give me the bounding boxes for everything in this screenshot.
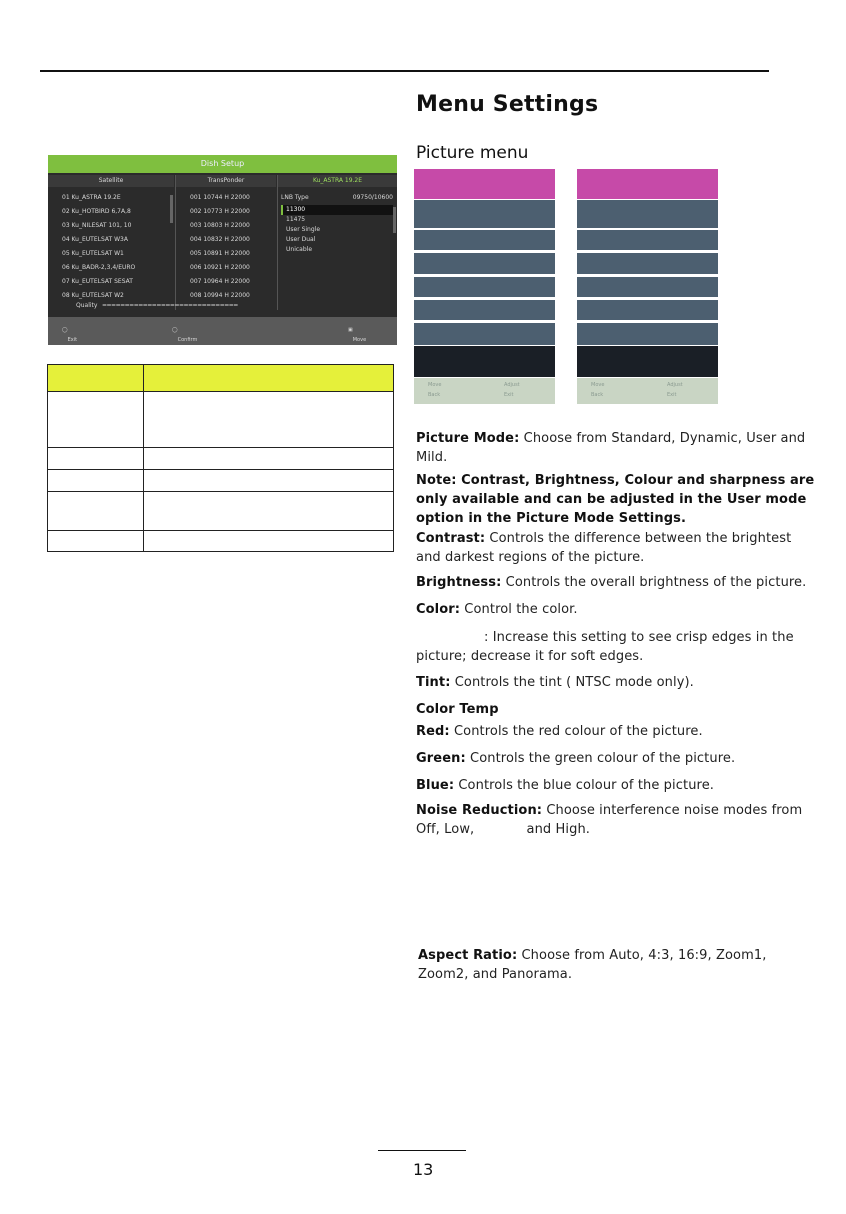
brightness-text: Controls the overall brightness of the picture. bbox=[501, 575, 807, 590]
lnb-type-label: LNB Type bbox=[281, 194, 309, 201]
menu-footer bbox=[414, 378, 555, 404]
menu-item[interactable] bbox=[577, 200, 718, 228]
noise-reduction-text-end: and High. bbox=[526, 822, 591, 837]
contrast-desc bbox=[416, 529, 816, 567]
menu-item[interactable] bbox=[577, 323, 718, 345]
column-divider bbox=[277, 175, 278, 310]
list-item[interactable]: 006 10921 H 22000 bbox=[190, 264, 250, 271]
list-item[interactable]: 06 Ku_BADR-2,3,4/EURO bbox=[62, 264, 136, 271]
list-item[interactable]: 007 10964 H 22000 bbox=[190, 278, 250, 285]
move-label: Move bbox=[352, 337, 367, 343]
list-item[interactable]: 01 Ku_ASTRA 19.2E bbox=[62, 194, 121, 201]
blue-label: Blue: bbox=[416, 778, 455, 793]
menu-item[interactable] bbox=[577, 300, 718, 320]
picture-menu-screen-right bbox=[577, 169, 718, 404]
dish-setup-title: Dish Setup bbox=[48, 155, 397, 173]
list-item[interactable]: 04 Ku_EUTELSAT W3A bbox=[62, 236, 128, 243]
list-item[interactable]: 008 10994 H 22000 bbox=[190, 292, 250, 299]
section-title: Menu Settings bbox=[416, 92, 599, 117]
table-cell bbox=[144, 531, 394, 552]
scrollbar[interactable] bbox=[393, 207, 396, 233]
table-cell bbox=[48, 492, 144, 531]
table-row bbox=[48, 531, 394, 552]
picture-mode-desc bbox=[416, 429, 816, 467]
blue-desc bbox=[416, 776, 816, 795]
table-cell bbox=[48, 448, 144, 470]
blue-text: Controls the blue colour of the picture. bbox=[454, 778, 715, 793]
subsection-title: Picture menu bbox=[416, 143, 529, 163]
table-cell bbox=[48, 470, 144, 492]
menu-item[interactable] bbox=[414, 300, 555, 320]
menu-footer bbox=[577, 378, 718, 404]
menu-header bbox=[414, 169, 555, 199]
color-text: Control the color. bbox=[460, 602, 578, 617]
tint-text: Controls the tint ( NTSC mode only). bbox=[450, 675, 694, 690]
move-hint[interactable]: ▣ Move bbox=[348, 327, 367, 343]
menu-item[interactable] bbox=[414, 230, 555, 250]
green-desc bbox=[416, 749, 816, 768]
table-cell bbox=[144, 470, 394, 492]
list-item[interactable]: 004 10832 H 22000 bbox=[190, 236, 250, 243]
table-cell bbox=[48, 531, 144, 552]
table-row bbox=[48, 392, 394, 448]
table-row bbox=[48, 448, 394, 470]
confirm-hint[interactable]: ◯ Confirm bbox=[172, 327, 198, 343]
note-text: Note: Contrast, Brightness, Colour and sharpness are only available and can be adjusted in the User mode option in the Picture Mode Settings. bbox=[416, 473, 815, 526]
sharpness-desc bbox=[416, 628, 816, 666]
menu-item[interactable] bbox=[414, 253, 555, 274]
lnb-option[interactable]: User Dual bbox=[286, 236, 316, 243]
lnb-option[interactable]: User Single bbox=[286, 226, 321, 233]
satellite-header: Satellite bbox=[48, 175, 174, 187]
color-temp-label: Color Temp bbox=[416, 702, 499, 717]
noise-reduction-text: Choose interference noise modes from Off, Low, bbox=[416, 803, 803, 837]
key-function-table bbox=[47, 364, 394, 552]
picture-mode-text: Choose from Standard, Dynamic, User and Mild. bbox=[416, 431, 806, 465]
exit-hint: Exit bbox=[667, 392, 677, 398]
menu-item[interactable] bbox=[577, 230, 718, 250]
list-item[interactable]: 03 Ku_NILESAT 101, 10 bbox=[62, 222, 132, 229]
lnb-type-row bbox=[281, 191, 393, 205]
dish-setup-footer bbox=[48, 317, 397, 345]
top-rule bbox=[40, 70, 769, 72]
table-header-cell bbox=[48, 365, 144, 392]
transponder-list[interactable] bbox=[190, 191, 250, 303]
menu-header bbox=[577, 169, 718, 199]
noise-reduction-desc bbox=[416, 801, 816, 839]
menu-item[interactable] bbox=[414, 323, 555, 345]
lnb-option[interactable]: Unicable bbox=[286, 246, 313, 253]
move-hint: Move bbox=[591, 382, 605, 388]
contrast-text: Controls the difference between the brightest and darkest regions of the picture. bbox=[416, 531, 792, 565]
picture-menu-screen-left bbox=[414, 169, 555, 404]
table-row bbox=[48, 492, 394, 531]
table-header-row bbox=[48, 365, 394, 392]
list-item[interactable]: 07 Ku_EUTELSAT SESAT bbox=[62, 278, 133, 285]
menu-item[interactable] bbox=[577, 253, 718, 274]
red-desc bbox=[416, 722, 816, 741]
dish-setup-screen bbox=[48, 155, 397, 345]
quality-bar bbox=[48, 302, 397, 312]
table-header-cell bbox=[144, 365, 394, 392]
back-hint: Back bbox=[428, 392, 441, 398]
exit-label: Exit bbox=[67, 337, 78, 343]
confirm-label: Confirm bbox=[177, 337, 198, 343]
menu-blank-area bbox=[577, 346, 718, 377]
list-item[interactable]: 08 Ku_EUTELSAT W2 bbox=[62, 292, 124, 299]
green-label: Green: bbox=[416, 751, 466, 766]
red-text: Controls the red colour of the picture. bbox=[449, 724, 703, 739]
quality-meter: ============================== bbox=[102, 302, 238, 309]
aspect-ratio-text: Choose from Auto, 4:3, 16:9, Zoom1, Zoom2, and Panorama. bbox=[418, 948, 767, 982]
list-item[interactable]: 002 10773 H 22000 bbox=[190, 208, 250, 215]
tint-desc bbox=[416, 673, 816, 692]
list-item[interactable]: 02 Ku_HOTBIRD 6,7A,8 bbox=[62, 208, 131, 215]
page-number-rule bbox=[378, 1150, 466, 1151]
sharpness-text: : Increase this setting to see crisp edges in the picture; decrease it for soft edges. bbox=[416, 630, 794, 664]
table-cell bbox=[144, 392, 394, 448]
lnb-panel bbox=[281, 191, 393, 255]
adjust-hint: Adjust bbox=[504, 382, 520, 388]
lnb-option[interactable]: 11475 bbox=[286, 216, 306, 223]
adjust-hint: Adjust bbox=[667, 382, 683, 388]
table-cell bbox=[144, 492, 394, 531]
color-desc bbox=[416, 600, 816, 619]
move-hint: Move bbox=[428, 382, 442, 388]
column-divider bbox=[175, 175, 176, 310]
table-cell bbox=[144, 448, 394, 470]
table-row bbox=[48, 470, 394, 492]
list-item[interactable]: 003 10803 H 22000 bbox=[190, 222, 250, 229]
satellite-list[interactable] bbox=[62, 191, 135, 303]
lnb-option-selected[interactable]: 11300 bbox=[281, 205, 393, 215]
table-cell bbox=[48, 392, 144, 448]
page-number: 13 bbox=[413, 1160, 434, 1179]
color-label: Color: bbox=[416, 602, 461, 617]
quality-label: Quality bbox=[76, 302, 98, 309]
scrollbar[interactable] bbox=[170, 195, 173, 223]
aspect-ratio-desc bbox=[418, 946, 768, 984]
menu-blank-area bbox=[414, 346, 555, 377]
menu-item[interactable] bbox=[577, 277, 718, 297]
selected-satellite-header: Ku_ASTRA 19.2E bbox=[278, 175, 397, 187]
contrast-label: Contrast: bbox=[416, 531, 486, 546]
menu-item[interactable] bbox=[414, 277, 555, 297]
exit-hint: Exit bbox=[504, 392, 514, 398]
exit-hint[interactable]: ◯ Exit bbox=[62, 327, 78, 343]
list-item[interactable]: 001 10744 H 22000 bbox=[190, 194, 250, 201]
brightness-desc bbox=[416, 573, 836, 592]
brightness-label: Brightness: bbox=[416, 575, 502, 590]
back-hint: Back bbox=[591, 392, 604, 398]
aspect-ratio-label: Aspect Ratio: bbox=[418, 948, 518, 963]
red-label: Red: bbox=[416, 724, 450, 739]
picture-mode-label: Picture Mode: bbox=[416, 431, 520, 446]
lnb-type-value: 09750/10600 bbox=[352, 194, 393, 201]
menu-item[interactable] bbox=[414, 200, 555, 228]
list-item[interactable]: 05 Ku_EUTELSAT W1 bbox=[62, 250, 124, 257]
transponder-header: TransPonder bbox=[176, 175, 276, 187]
list-item[interactable]: 005 10891 H 22000 bbox=[190, 250, 250, 257]
green-text: Controls the green colour of the picture. bbox=[465, 751, 736, 766]
tint-label: Tint: bbox=[416, 675, 451, 690]
noise-reduction-label: Noise Reduction: bbox=[416, 803, 543, 818]
